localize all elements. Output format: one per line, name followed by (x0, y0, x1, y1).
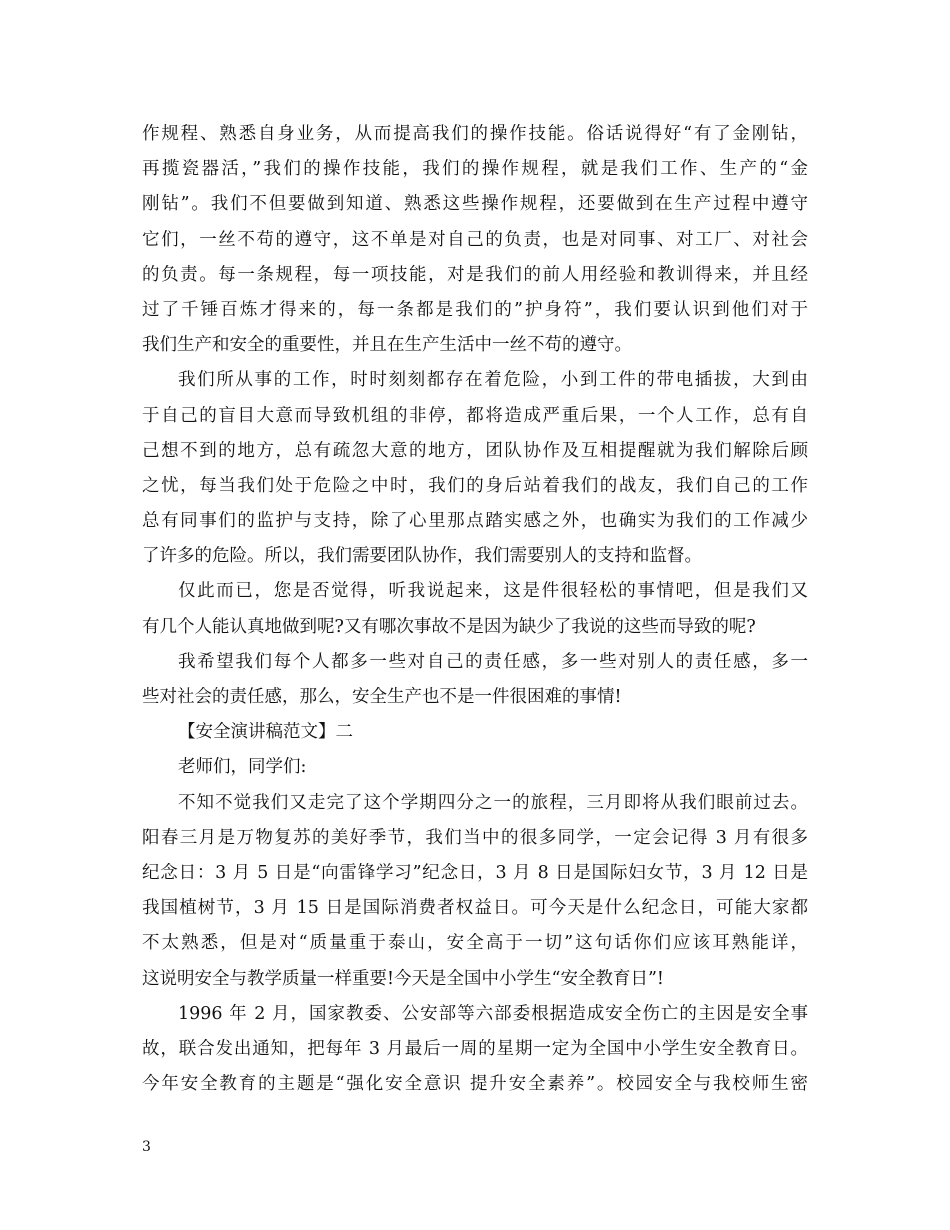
text-line: 老师们，同学们: (178, 757, 307, 778)
text-line: 不知不觉我们又走完了这个学期四分之一的旅程，三月即将从我们眼前过去。 (178, 792, 808, 813)
text-line: 故，联合发出通知，把每年 3 月最后一周的星期一定为全国中小学生安全教育日。 (142, 1038, 808, 1059)
text-line: 总有同事们的监护与支持，除了心里那点踏实感之外，也确实为我们的工作减少 (142, 511, 808, 532)
text-line: 刚钻”。我们不但要做到知道、熟悉这些操作规程，还要做到在生产过程中遵守 (142, 194, 808, 215)
text-line: 不太熟悉，但是对“质量重于泰山，安全高于一切”这句话你们应该耳熟能详， (142, 933, 808, 954)
text-line: 阳春三月是万物复苏的美好季节，我们当中的很多同学，一定会记得 3 月有很多 (142, 827, 808, 848)
text-line: 仅此而已，您是否觉得，听我说起来，这是件很轻松的事情吧，但是我们又 (178, 581, 808, 602)
text-line: 我们所从事的工作，时时刻刻都存在着危险，小到工件的带电插拔，大到由 (178, 370, 808, 391)
text-line: 作规程、熟悉自身业务，从而提高我们的操作技能。俗话说得好“有了金刚钻， (142, 124, 808, 144)
text-line: 它们，一丝不苟的遵守，这不单是对自己的负责，也是对同事、对工厂、对社会 (142, 229, 808, 250)
text-line: 1996 年 2 月，国家教委、公安部等六部委根据造成安全伤亡的主因是安全事 (178, 1003, 808, 1024)
text-line: 这说明安全与教学质量一样重要!今天是全国中小学生“安全教育日”! (142, 968, 664, 989)
text-line: 纪念日：3 月 5 日是“向雷锋学习”纪念日，3 月 8 日是国际妇女节，3 月 12 日是 (142, 862, 808, 883)
text-line: 的负责。每一条规程，每一项技能，对是我们的前人用经验和教训得来，并且经 (142, 264, 808, 285)
text-line: 于自己的盲目大意而导致机组的非停，都将造成严重后果，一个人工作，总有自 (142, 405, 808, 426)
text-line: 了许多的危险。所以，我们需要团队协作，我们需要别人的支持和监督。 (142, 546, 702, 567)
text-line: 【安全演讲稿范文】二 (178, 722, 353, 743)
text-line: 今年安全教育的主题是“强化安全意识 提升安全素养”。校园安全与我校师生密 (142, 1074, 808, 1095)
document-body (142, 117, 808, 1102)
text-line: 己想不到的地方，总有疏忽大意的地方，团队协作及互相提醒就为我们解除后顾 (142, 440, 808, 461)
text-line: 再揽瓷器活，”我们的操作技能，我们的操作规程，就是我们工作、生产的“金 (142, 159, 808, 180)
text-line: 有几个人能认真地做到呢?又有哪次事故不是因为缺少了我说的这些而导致的呢? (142, 616, 756, 637)
text-line: 我国植树节，3 月 15 日是国际消费者权益日。可今天是什么纪念日，可能大家都 (142, 898, 808, 919)
text-line: 些对社会的责任感，那么，安全生产也不是一件很困难的事情! (142, 687, 622, 707)
text-line: 我们生产和安全的重要性，并且在生产生活中一丝不苟的遵守。 (142, 335, 632, 356)
text-line: 之忧，每当我们处于危险之中时，我们的身后站着我们的战友，我们自己的工作 (142, 475, 808, 496)
text-line: 过了千锤百炼才得来的，每一条都是我们的”护身符”，我们要认识到他们对于 (142, 299, 808, 320)
page-number: 3 (142, 1139, 151, 1155)
text-line: 我希望我们每个人都多一些对自己的责任感，多一些对别人的责任感，多一 (178, 651, 808, 672)
